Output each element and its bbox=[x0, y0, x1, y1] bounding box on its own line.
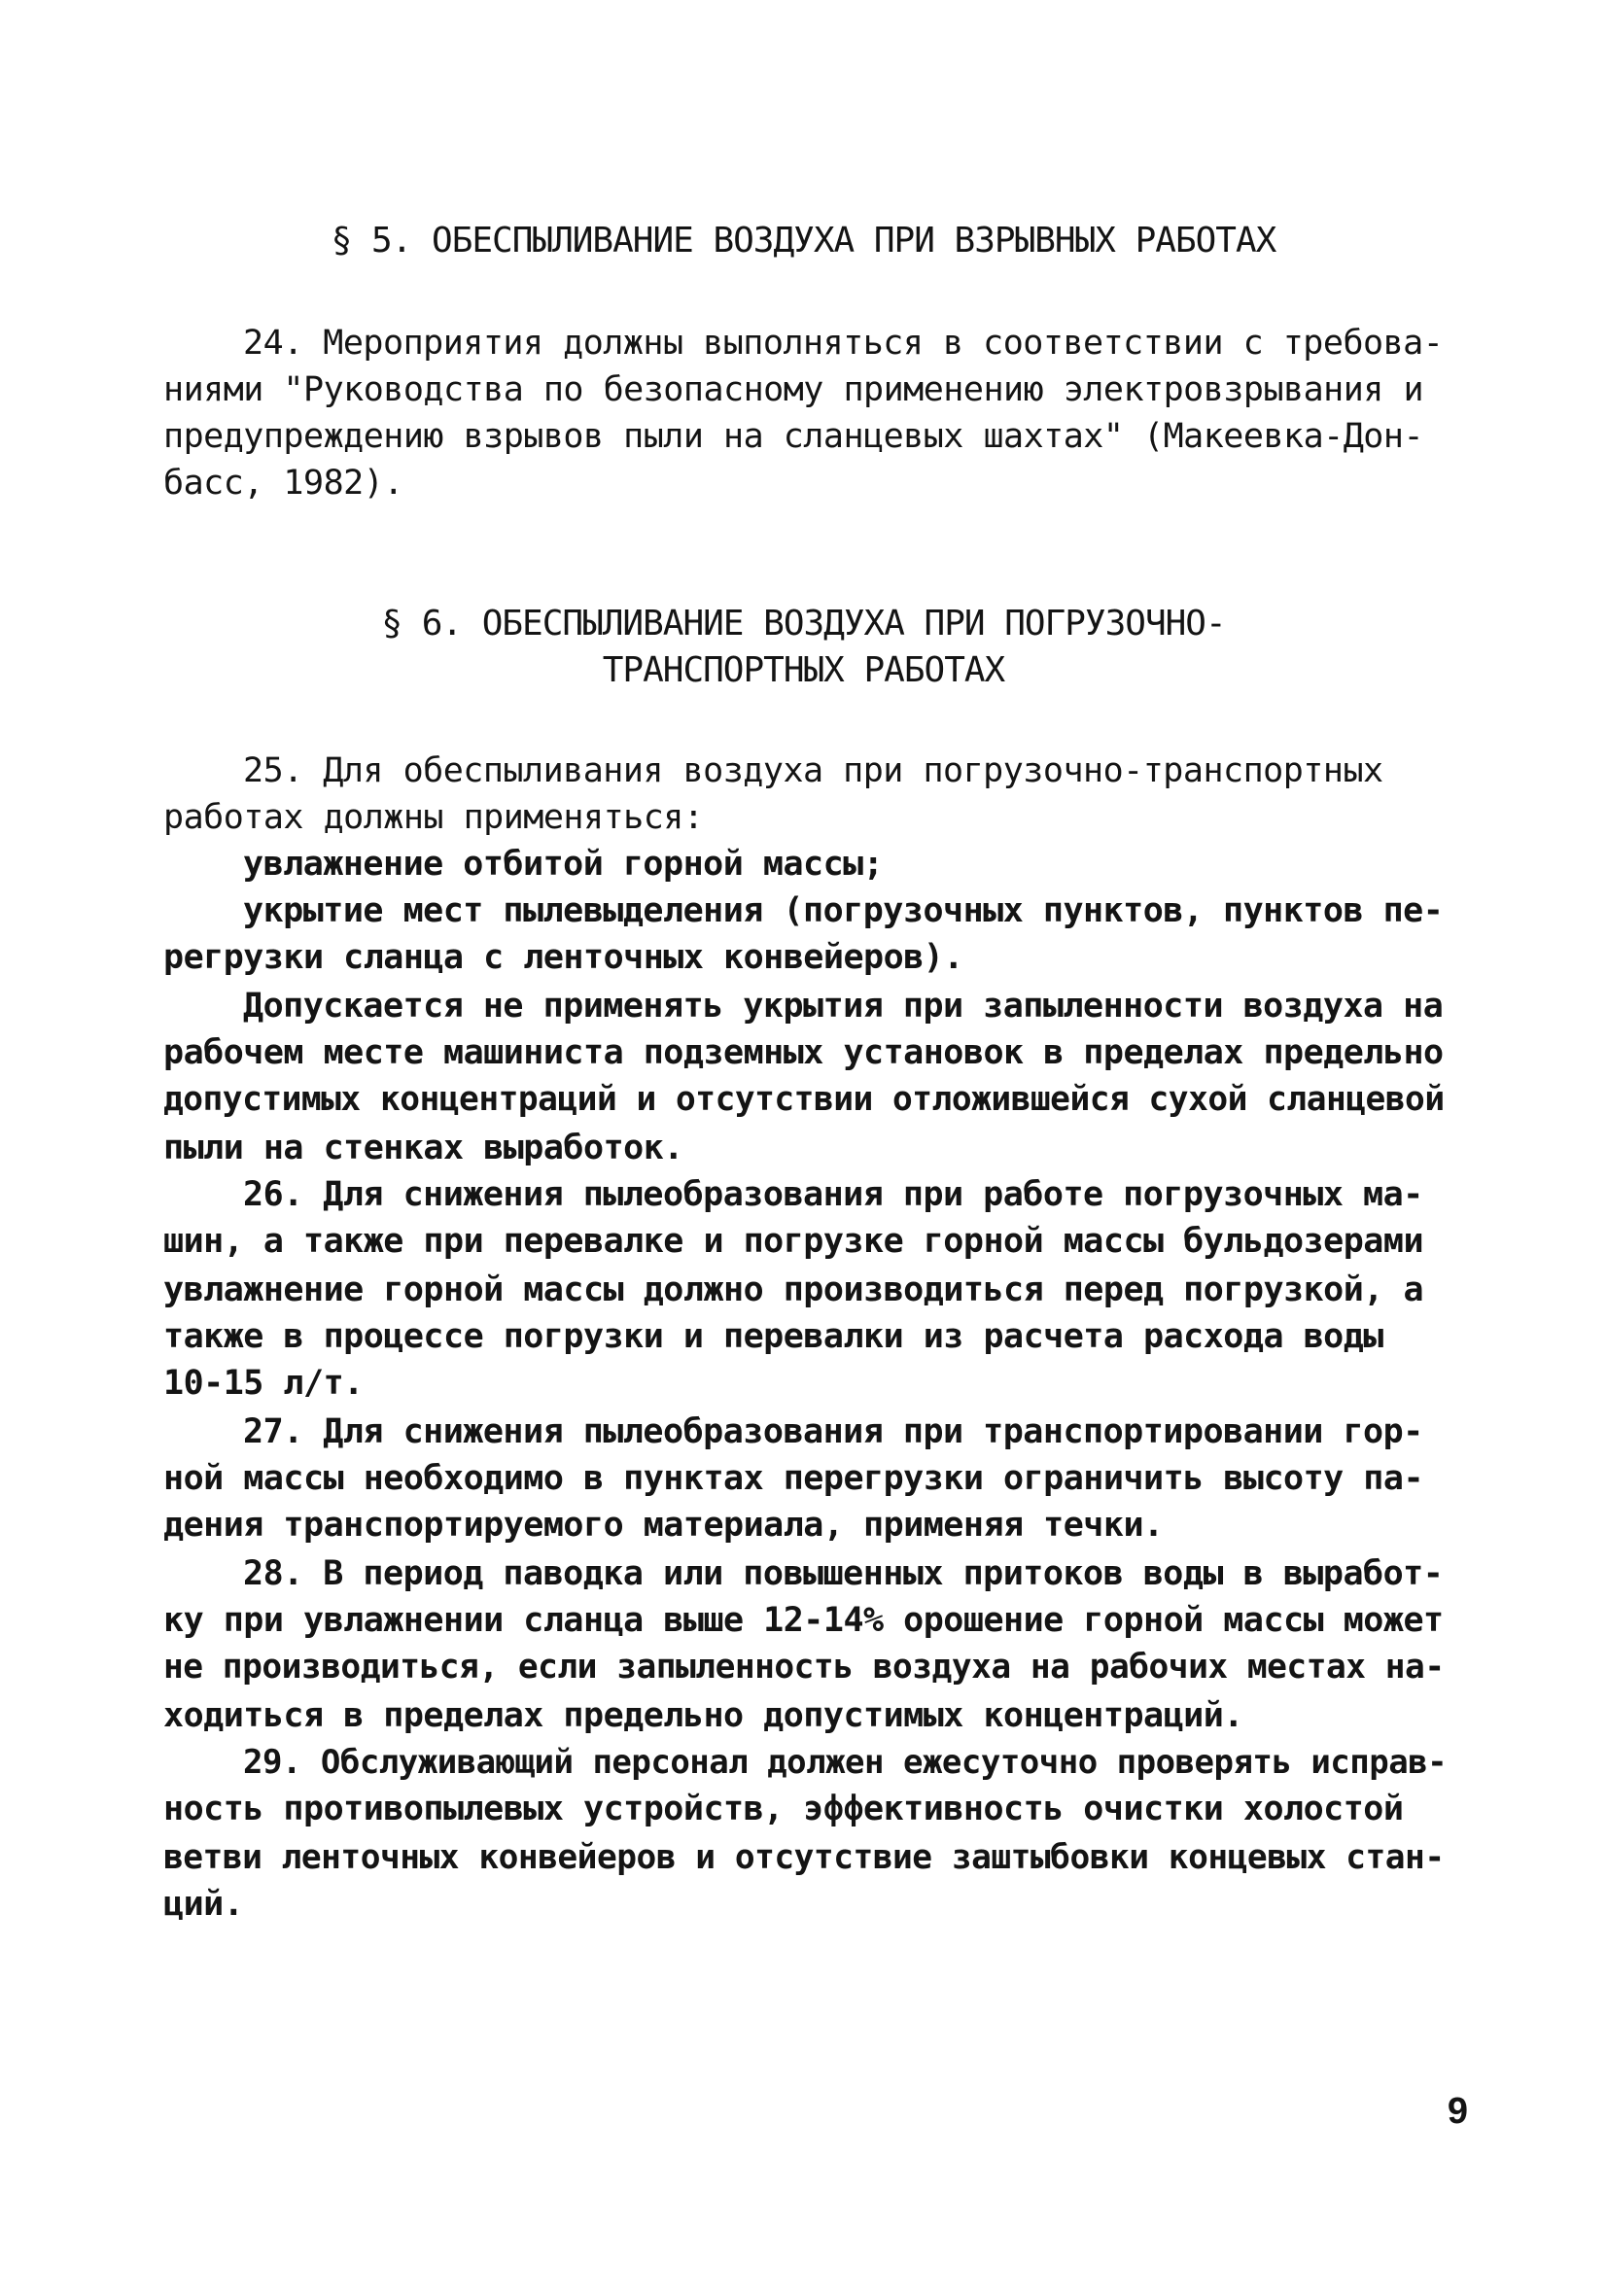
para-26-line-3: увлажнение горной массы должно производиться перед погрузкой, а bbox=[163, 1270, 1424, 1309]
para-26-line-5: 10-15 л/т. bbox=[163, 1364, 364, 1403]
para-27-line-2: ной массы необходимо в пунктах перегрузки ограничить высоту па- bbox=[163, 1459, 1424, 1498]
para-25-line-7: рабочем месте машиниста подземных установок в пределах предельно bbox=[163, 1033, 1444, 1072]
page-number: 9 bbox=[1447, 2091, 1468, 2132]
para-24-line-3: предупреждению взрывов пыли на сланцевых шахтах" (Макеевка-Дон- bbox=[163, 417, 1424, 456]
section-5-heading: § 5. ОБЕСПЫЛИВАНИЕ ВОЗДУХА ПРИ ВЗРЫВНЫХ РАБОТАХ bbox=[331, 221, 1276, 261]
para-29-line-2: ность противопылевых устройств, эффективность очистки холостой bbox=[163, 1790, 1404, 1828]
para-25-line-5: регрузки сланца с ленточных конвейеров). bbox=[163, 938, 963, 977]
para-24-line-2: ниями "Руководства по безопасному применению электровзрывания и bbox=[163, 370, 1424, 409]
para-25-line-8: допустимых концентраций и отсутствии отложившейся сухой сланцевой bbox=[163, 1080, 1445, 1119]
para-26-line-4: также в процессе погрузки и перевалки из расчета расхода воды bbox=[163, 1317, 1383, 1356]
para-24-line-1: 24. Мероприятия должны выполняться в соответствии с требова- bbox=[243, 324, 1444, 363]
para-28-line-3: не производиться, если запыленность воздуха на рабочих местах на- bbox=[163, 1648, 1445, 1687]
para-29-line-1: 29. Обслуживающий персонал должен ежесуточно проверять исправ- bbox=[243, 1743, 1448, 1782]
para-25-line-3: увлажнение отбитой горной массы; bbox=[243, 845, 884, 884]
para-24-line-4: басс, 1982). bbox=[163, 464, 403, 503]
para-28-line-1: 28. В период паводка или повышенных притоков воды в выработ- bbox=[243, 1554, 1444, 1593]
para-25-line-6: Допускается не применять укрытия при запыленности воздуха на bbox=[243, 987, 1444, 1026]
para-25-line-1: 25. Для обеспыливания воздуха при погрузочно-транспортных bbox=[243, 751, 1383, 790]
para-28-line-4: ходиться в пределах предельно допустимых концентраций. bbox=[163, 1696, 1243, 1735]
para-26-line-2: шин, а также при перевалке и погрузке горной массы бульдозерами bbox=[163, 1222, 1424, 1261]
para-26-line-1: 26. Для снижения пылеобразования при работе погрузочных ма- bbox=[243, 1175, 1423, 1214]
section-6-heading-line-2: ТРАНСПОРТНЫХ РАБОТАХ bbox=[602, 650, 1005, 690]
para-27-line-1: 27. Для снижения пылеобразования при транспортировании гор- bbox=[243, 1412, 1423, 1451]
section-6-heading-line-1: § 6. ОБЕСПЫЛИВАНИЕ ВОЗДУХА ПРИ ПОГРУЗОЧНО- bbox=[381, 604, 1226, 644]
para-25-line-4: укрытие мест пылевыделения (погрузочных пунктов, пунктов пе- bbox=[243, 891, 1444, 930]
para-25-line-2: работах должны применяться: bbox=[163, 798, 704, 837]
para-29-line-4: ций. bbox=[163, 1885, 244, 1924]
para-28-line-2: ку при увлажнении сланца выше 12-14% орошение горной массы может bbox=[163, 1601, 1444, 1640]
para-29-line-3: ветви ленточных конвейеров и отсутствие заштыбовки концевых стан- bbox=[163, 1838, 1445, 1877]
para-25-line-9: пыли на стенках выработок. bbox=[163, 1129, 683, 1167]
para-27-line-3: дения транспортируемого материала, применяя течки. bbox=[163, 1506, 1164, 1545]
